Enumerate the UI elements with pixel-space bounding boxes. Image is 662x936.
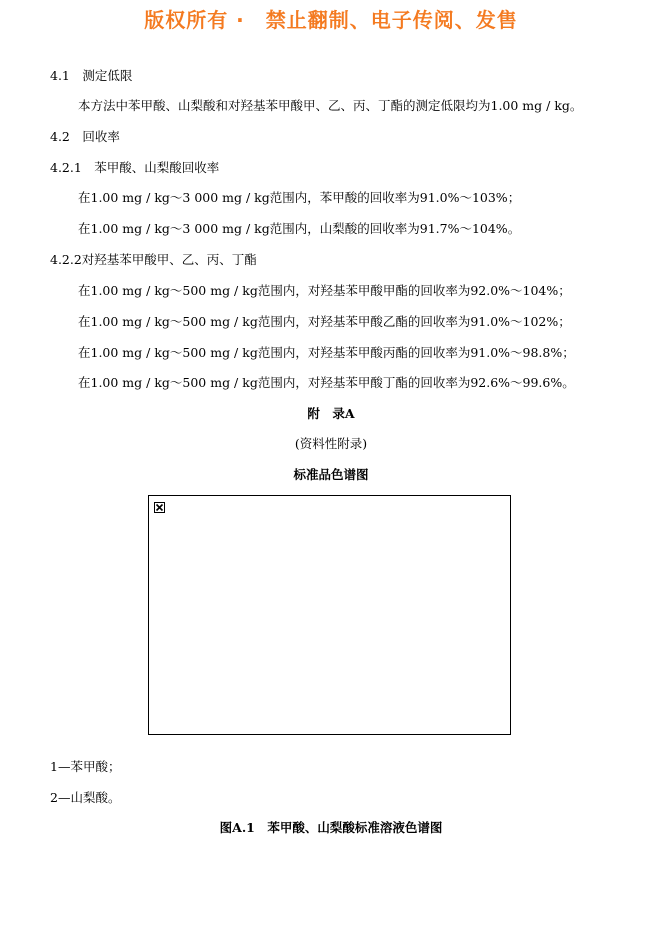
chromatogram-figure xyxy=(148,495,511,735)
section-4-2-heading: 4.2 回收率 xyxy=(50,129,120,144)
recovery-line-butyl: 在1.00 mg / kg～500 mg / kg范围内，对羟基苯甲酸丁酯的回收率为92.6%～99.6%。 xyxy=(78,375,575,390)
section-4-1-heading: 4.1 测定低限 xyxy=(50,68,133,83)
recovery-line-ethyl: 在1.00 mg / kg～500 mg / kg范围内，对羟基苯甲酸乙酯的回收率为91.0%～102%； xyxy=(78,314,571,329)
recovery-line-benzoic: 在1.00 mg / kg～3 000 mg / kg范围内，苯甲酸的回收率为91.0%～103%； xyxy=(78,190,521,205)
legend-item-2: 2—山梨酸。 xyxy=(50,790,121,805)
recovery-line-propyl: 在1.00 mg / kg～500 mg / kg范围内，对羟基苯甲酸丙酯的回收率为91.0%～98.8%； xyxy=(78,345,575,360)
section-4-2-1-heading: 4.2.1 苯甲酸、山梨酸回收率 xyxy=(50,160,220,175)
legend-item-1: 1—苯甲酸； xyxy=(50,759,121,774)
appendix-title: 附 录A xyxy=(307,406,355,421)
section-4-2-2-heading: 4.2.2对羟基苯甲酸甲、乙、丙、丁酯 xyxy=(50,252,257,267)
appendix-subtitle: (资料性附录) xyxy=(294,436,368,451)
figure-caption: 图A.1 苯甲酸、山梨酸标准溶液色谱图 xyxy=(219,820,443,835)
figure-heading: 标准品色谱图 xyxy=(293,467,369,482)
recovery-line-sorbic: 在1.00 mg / kg～3 000 mg / kg范围内，山梨酸的回收率为91.7%～104%。 xyxy=(78,221,521,236)
recovery-line-methyl: 在1.00 mg / kg～500 mg / kg范围内，对羟基苯甲酸甲酯的回收率为92.0%～104%； xyxy=(78,283,571,298)
broken-image-icon xyxy=(154,502,165,513)
section-4-1-body: 本方法中苯甲酸、山梨酸和对羟基苯甲酸甲、乙、丙、丁酯的测定低限均为1.00 mg / kg。 xyxy=(78,98,583,113)
copyright-banner: 版权所有 · 禁止翻制、电子传阅、发售 xyxy=(144,8,518,32)
